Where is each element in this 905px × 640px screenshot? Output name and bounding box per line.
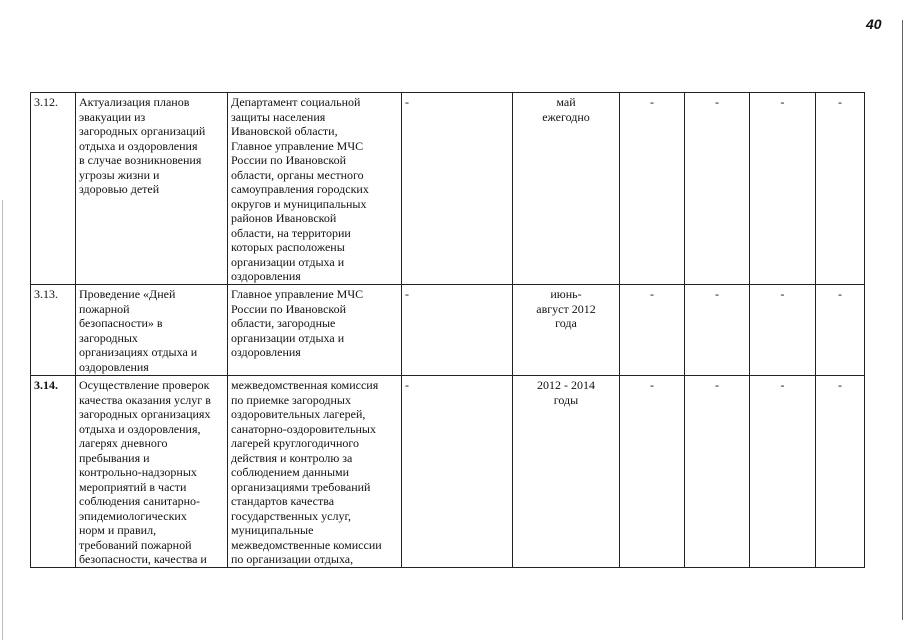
executor-cell-line: действия и контролю за: [231, 450, 353, 465]
funding-source-cell: -: [402, 285, 513, 376]
event-cell-line: мероприятий в части: [79, 479, 187, 494]
term-cell-line: года: [555, 316, 577, 330]
value-cell-2: -: [685, 93, 750, 285]
value-cell-4: -: [816, 376, 865, 568]
event-cell-line: соблюдения санитарно-: [79, 494, 201, 508]
event-cell-line: отдыха и оздоровления: [79, 138, 198, 153]
executor-cell-line: области, органы местного: [231, 167, 364, 182]
executor-cell-line: муниципальные: [231, 523, 314, 537]
executor-cell-line: межведомственные комиссии: [231, 537, 382, 552]
executor-cell-line: Ивановской области,: [231, 124, 338, 138]
value-cell-3: -: [750, 93, 816, 285]
term-cell-line: годы: [553, 392, 579, 407]
executor-cell-line: Департамент социальной: [231, 95, 361, 109]
funding-source-cell: -: [402, 93, 513, 285]
executor-cell-line: округов и муниципальных: [231, 196, 367, 211]
executor-cell-line: санаторно-оздоровительных: [231, 421, 376, 436]
value-cell-4: -: [816, 285, 865, 376]
executor-cell-line: организациями требований: [231, 479, 371, 494]
executor-cell-line: организации отдыха и: [231, 254, 345, 269]
event-cell-line: угрозы жизни и: [79, 167, 160, 182]
term-cell-line: ежегодно: [542, 109, 590, 124]
value-cell-3: -: [750, 285, 816, 376]
event-cell-line: безопасности» в: [79, 316, 163, 330]
executor-cell: [228, 93, 402, 285]
item-number-cell: 3.12.: [31, 93, 76, 285]
executor-cell-line: России по Ивановской: [231, 153, 347, 167]
page-edge-line: [902, 20, 903, 620]
executor-cell-line: России по Ивановской: [231, 301, 347, 316]
table-row: [31, 376, 865, 568]
item-number-cell: 3.13.: [31, 285, 76, 376]
event-cell-line: Осуществление проверок: [79, 378, 210, 392]
executor-cell-line: стандартов качества: [231, 494, 335, 508]
executor-cell-line: области, на территории: [231, 225, 351, 240]
executor-cell-line: районов Ивановской: [231, 211, 337, 225]
event-cell-line: качества оказания услуг в: [79, 392, 211, 407]
funding-source-cell: -: [402, 376, 513, 568]
event-cell-line: лагерях дневного: [79, 436, 168, 450]
executor-cell-line: по приемке загородных: [231, 392, 351, 407]
executor-cell: [228, 285, 402, 376]
value-cell-1: -: [620, 376, 685, 568]
term-cell-line: август 2012: [536, 301, 596, 316]
table-row: [31, 93, 865, 285]
term-cell: [513, 93, 620, 285]
scan-edge-line: [2, 200, 3, 640]
event-cell-line: организациях отдыха и: [79, 345, 198, 359]
term-cell: [513, 285, 620, 376]
event-cell-line: пожарной: [79, 301, 130, 316]
event-cell-line: эвакуации из: [79, 109, 146, 124]
executor-cell-line: оздоровления: [231, 269, 301, 283]
executor-cell-line: Главное управление МЧС: [231, 287, 364, 301]
term-cell-line: 2012 - 2014: [537, 378, 595, 392]
value-cell-3: -: [750, 376, 816, 568]
value-cell-1: -: [620, 285, 685, 376]
event-cell-line: пребывания и: [79, 450, 150, 465]
executor-cell-line: соблюдением данными: [231, 465, 350, 479]
page-number: 40: [866, 16, 882, 32]
event-cell-line: загородных организациях: [79, 407, 211, 421]
executor-cell-line: межведомственная комиссия: [231, 378, 379, 392]
executor-cell-line: по организации отдыха,: [231, 552, 354, 566]
value-cell-2: -: [685, 376, 750, 568]
event-cell: [76, 285, 228, 376]
event-cell-line: Актуализация планов: [79, 95, 190, 109]
executor-cell-line: области, загородные: [231, 316, 336, 330]
executor-cell-line: защиты населения: [231, 109, 326, 124]
executor-cell-line: оздоровления: [231, 345, 301, 359]
event-cell: [76, 376, 228, 568]
executor-cell: [228, 376, 402, 568]
value-cell-2: -: [685, 285, 750, 376]
action-plan-table: [30, 92, 865, 568]
executor-cell-line: лагерей круглогодичного: [231, 436, 360, 450]
event-cell: [76, 93, 228, 285]
term-cell-line: май: [556, 95, 576, 109]
executor-cell-line: Главное управление МЧС: [231, 138, 364, 153]
item-number-cell: 3.14.: [31, 376, 76, 568]
event-cell-line: эпидемиологических: [79, 508, 187, 523]
executor-cell-line: государственных услуг,: [231, 508, 352, 523]
executor-cell-line: которых расположены: [231, 240, 345, 254]
term-cell: [513, 376, 620, 568]
event-cell-line: безопасности, качества и: [79, 552, 207, 566]
event-cell-line: загородных организаций: [79, 124, 206, 138]
event-cell-line: здоровью детей: [79, 182, 160, 196]
value-cell-4: -: [816, 93, 865, 285]
event-cell-line: загородных: [79, 330, 138, 345]
event-cell-line: контрольно-надзорных: [79, 465, 197, 479]
event-cell-line: норм и правил,: [79, 523, 157, 537]
event-cell-line: в случае возникновения: [79, 153, 202, 167]
value-cell-1: -: [620, 93, 685, 285]
event-cell-line: оздоровления: [79, 359, 149, 374]
executor-cell-line: оздоровительных лагерей,: [231, 407, 366, 421]
table-row: [31, 285, 865, 376]
event-cell-line: отдыха и оздоровления,: [79, 421, 201, 436]
executor-cell-line: самоуправления городских: [231, 182, 369, 196]
event-cell-line: Проведение «Дней: [79, 287, 176, 301]
executor-cell-line: организации отдыха и: [231, 330, 345, 345]
term-cell-line: июнь-: [550, 287, 582, 301]
event-cell-line: требований пожарной: [79, 537, 192, 552]
